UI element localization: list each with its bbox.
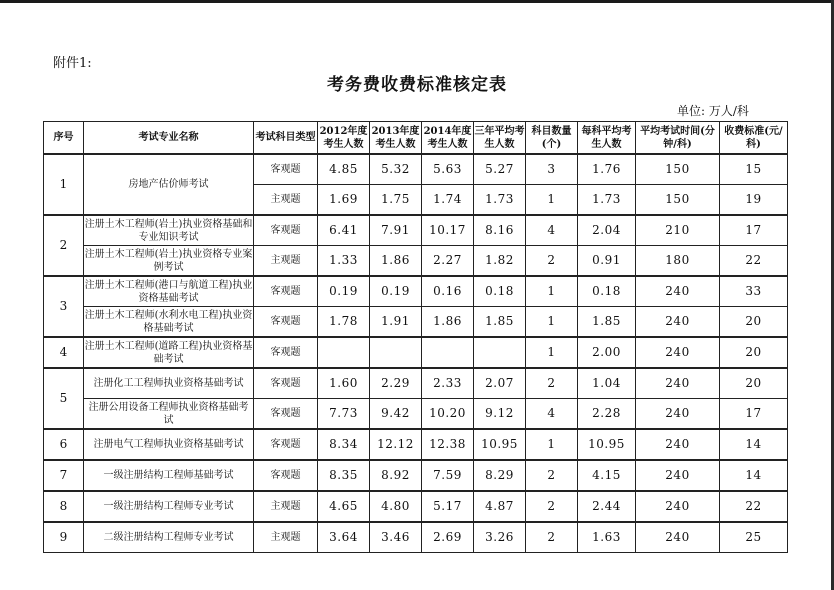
col-type-header: 考试科目类型 <box>254 122 318 155</box>
type-cell: 客观题 <box>254 429 318 460</box>
col-subjects-header: 科目数量(个) <box>526 122 578 155</box>
type-cell: 主观题 <box>254 185 318 216</box>
y2012-cell: 8.35 <box>318 460 370 491</box>
avg3-cell: 8.16 <box>474 215 526 246</box>
type-cell: 客观题 <box>254 276 318 307</box>
y2014-cell: 2.27 <box>422 246 474 277</box>
time-cell: 240 <box>636 368 720 399</box>
col-2012-header: 2012年度考生人数 <box>318 122 370 155</box>
per-subject-cell: 2.28 <box>578 399 636 430</box>
y2014-cell: 1.86 <box>422 307 474 338</box>
y2012-cell: 1.33 <box>318 246 370 277</box>
exam-name-cell: 一级注册结构工程师专业考试 <box>84 491 254 522</box>
avg3-cell: 1.73 <box>474 185 526 216</box>
y2012-cell: 1.78 <box>318 307 370 338</box>
per-subject-cell: 2.00 <box>578 337 636 368</box>
time-cell: 240 <box>636 429 720 460</box>
y2013-cell: 5.32 <box>370 154 422 185</box>
y2012-cell: 7.73 <box>318 399 370 430</box>
type-cell: 客观题 <box>254 368 318 399</box>
y2012-cell: 8.34 <box>318 429 370 460</box>
table-row <box>44 246 788 277</box>
time-cell: 150 <box>636 154 720 185</box>
time-cell: 210 <box>636 215 720 246</box>
type-cell: 客观题 <box>254 460 318 491</box>
subjects-cell: 2 <box>526 246 578 277</box>
y2014-cell: 5.17 <box>422 491 474 522</box>
exam-name-cell: 注册电气工程师执业资格基础考试 <box>84 429 254 460</box>
avg3-cell: 10.95 <box>474 429 526 460</box>
subjects-cell: 2 <box>526 460 578 491</box>
header-row <box>44 122 788 155</box>
subjects-cell: 4 <box>526 399 578 430</box>
y2014-cell: 5.63 <box>422 154 474 185</box>
type-cell: 客观题 <box>254 154 318 185</box>
fee-cell: 14 <box>720 429 788 460</box>
table-row <box>44 276 788 307</box>
y2013-cell: 0.19 <box>370 276 422 307</box>
type-cell: 主观题 <box>254 246 318 277</box>
per-subject-cell: 1.73 <box>578 185 636 216</box>
time-cell: 240 <box>636 307 720 338</box>
fee-cell: 25 <box>720 522 788 553</box>
avg3-cell: 2.07 <box>474 368 526 399</box>
per-subject-cell: 10.95 <box>578 429 636 460</box>
time-cell: 240 <box>636 522 720 553</box>
exam-name-cell: 注册公用设备工程师执业资格基础考试 <box>84 399 254 430</box>
subjects-cell: 3 <box>526 154 578 185</box>
y2014-cell: 10.20 <box>422 399 474 430</box>
type-cell: 客观题 <box>254 399 318 430</box>
fee-cell: 20 <box>720 307 788 338</box>
y2012-cell: 4.85 <box>318 154 370 185</box>
col-per-subject-header: 每科平均考生人数 <box>578 122 636 155</box>
table-row <box>44 491 788 522</box>
scan-top-edge <box>0 0 834 3</box>
avg3-cell <box>474 337 526 368</box>
y2013-cell: 1.86 <box>370 246 422 277</box>
time-cell: 150 <box>636 185 720 216</box>
avg3-cell: 1.85 <box>474 307 526 338</box>
type-cell: 客观题 <box>254 337 318 368</box>
exam-name-cell: 房地产估价师考试 <box>84 154 254 215</box>
time-cell: 240 <box>636 399 720 430</box>
time-cell: 240 <box>636 460 720 491</box>
subjects-cell: 2 <box>526 522 578 553</box>
exam-name-cell: 注册化工工程师执业资格基础考试 <box>84 368 254 399</box>
avg3-cell: 5.27 <box>474 154 526 185</box>
table-row <box>44 399 788 430</box>
table-row <box>44 154 788 185</box>
avg3-cell: 9.12 <box>474 399 526 430</box>
fee-cell: 19 <box>720 185 788 216</box>
per-subject-cell: 1.63 <box>578 522 636 553</box>
avg3-cell: 3.26 <box>474 522 526 553</box>
subjects-cell: 2 <box>526 368 578 399</box>
subjects-cell: 1 <box>526 276 578 307</box>
unit-label: 单位: 万人/科 <box>677 104 749 118</box>
seq-cell: 6 <box>44 429 84 460</box>
table-row <box>44 460 788 491</box>
seq-cell: 2 <box>44 215 84 276</box>
fee-standard-table <box>43 121 788 553</box>
y2013-cell <box>370 337 422 368</box>
subjects-cell: 1 <box>526 307 578 338</box>
type-cell: 主观题 <box>254 522 318 553</box>
avg3-cell: 1.82 <box>474 246 526 277</box>
y2012-cell: 1.60 <box>318 368 370 399</box>
y2014-cell: 1.74 <box>422 185 474 216</box>
document-title: 考务费收费标准核定表 <box>327 75 507 95</box>
col-2013-header: 2013年度考生人数 <box>370 122 422 155</box>
per-subject-cell: 2.44 <box>578 491 636 522</box>
time-cell: 240 <box>636 276 720 307</box>
exam-name-cell: 注册土木工程师(道路工程)执业资格基础考试 <box>84 337 254 368</box>
y2014-cell: 0.16 <box>422 276 474 307</box>
per-subject-cell: 0.18 <box>578 276 636 307</box>
per-subject-cell: 1.85 <box>578 307 636 338</box>
table-row <box>44 307 788 338</box>
avg3-cell: 0.18 <box>474 276 526 307</box>
col-time-header: 平均考试时间(分钟/科) <box>636 122 720 155</box>
fee-cell: 20 <box>720 337 788 368</box>
exam-name-cell: 注册土木工程师(水利水电工程)执业资格基础考试 <box>84 307 254 338</box>
table-row <box>44 522 788 553</box>
table-row <box>44 215 788 246</box>
per-subject-cell: 1.76 <box>578 154 636 185</box>
fee-cell: 33 <box>720 276 788 307</box>
subjects-cell: 1 <box>526 185 578 216</box>
avg3-cell: 4.87 <box>474 491 526 522</box>
table-row <box>44 368 788 399</box>
time-cell: 240 <box>636 337 720 368</box>
avg3-cell: 8.29 <box>474 460 526 491</box>
fee-cell: 20 <box>720 368 788 399</box>
y2014-cell <box>422 337 474 368</box>
table-row <box>44 429 788 460</box>
y2013-cell: 1.75 <box>370 185 422 216</box>
y2013-cell: 12.12 <box>370 429 422 460</box>
per-subject-cell: 2.04 <box>578 215 636 246</box>
y2012-cell: 4.65 <box>318 491 370 522</box>
y2014-cell: 12.38 <box>422 429 474 460</box>
y2013-cell: 7.91 <box>370 215 422 246</box>
y2013-cell: 9.42 <box>370 399 422 430</box>
y2012-cell <box>318 337 370 368</box>
attachment-label: 附件1: <box>53 56 92 71</box>
fee-cell: 22 <box>720 246 788 277</box>
seq-cell: 7 <box>44 460 84 491</box>
y2014-cell: 10.17 <box>422 215 474 246</box>
type-cell: 主观题 <box>254 491 318 522</box>
y2012-cell: 1.69 <box>318 185 370 216</box>
y2014-cell: 2.33 <box>422 368 474 399</box>
type-cell: 客观题 <box>254 307 318 338</box>
fee-cell: 17 <box>720 215 788 246</box>
subjects-cell: 1 <box>526 429 578 460</box>
subjects-cell: 2 <box>526 491 578 522</box>
per-subject-cell: 0.91 <box>578 246 636 277</box>
subjects-cell: 1 <box>526 337 578 368</box>
fee-cell: 17 <box>720 399 788 430</box>
col-2014-header: 2014年度考生人数 <box>422 122 474 155</box>
table-row <box>44 337 788 368</box>
fee-cell: 22 <box>720 491 788 522</box>
per-subject-cell: 1.04 <box>578 368 636 399</box>
exam-name-cell: 注册土木工程师(岩土)执业资格专业案例考试 <box>84 246 254 277</box>
col-avg3-header: 三年平均考生人数 <box>474 122 526 155</box>
type-cell: 客观题 <box>254 215 318 246</box>
exam-name-cell: 注册土木工程师(港口与航道工程)执业资格基础考试 <box>84 276 254 307</box>
y2012-cell: 0.19 <box>318 276 370 307</box>
y2013-cell: 4.80 <box>370 491 422 522</box>
seq-cell: 4 <box>44 337 84 368</box>
subjects-cell: 4 <box>526 215 578 246</box>
col-seq-header: 序号 <box>44 122 84 155</box>
y2012-cell: 3.64 <box>318 522 370 553</box>
fee-cell: 14 <box>720 460 788 491</box>
y2012-cell: 6.41 <box>318 215 370 246</box>
y2013-cell: 8.92 <box>370 460 422 491</box>
exam-name-cell: 一级注册结构工程师基础考试 <box>84 460 254 491</box>
y2013-cell: 1.91 <box>370 307 422 338</box>
time-cell: 240 <box>636 491 720 522</box>
time-cell: 180 <box>636 246 720 277</box>
seq-cell: 8 <box>44 491 84 522</box>
per-subject-cell: 4.15 <box>578 460 636 491</box>
y2013-cell: 2.29 <box>370 368 422 399</box>
seq-cell: 1 <box>44 154 84 215</box>
seq-cell: 3 <box>44 276 84 337</box>
y2013-cell: 3.46 <box>370 522 422 553</box>
exam-name-cell: 二级注册结构工程师专业考试 <box>84 522 254 553</box>
col-fee-header: 收费标准(元/科) <box>720 122 788 155</box>
col-name-header: 考试专业名称 <box>84 122 254 155</box>
exam-name-cell: 注册土木工程师(岩土)执业资格基础和专业知识考试 <box>84 215 254 246</box>
fee-cell: 15 <box>720 154 788 185</box>
y2014-cell: 2.69 <box>422 522 474 553</box>
seq-cell: 9 <box>44 522 84 553</box>
seq-cell: 5 <box>44 368 84 429</box>
y2014-cell: 7.59 <box>422 460 474 491</box>
